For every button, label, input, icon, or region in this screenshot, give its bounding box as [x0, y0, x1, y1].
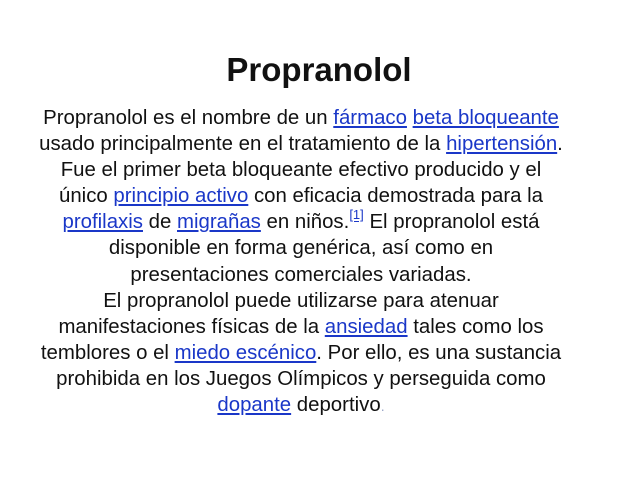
- link-hipertension[interactable]: hipertensión: [446, 133, 558, 156]
- text-segment: El propranolol puede utilizarse para atenuar manifestaciones físicas de la: [58, 289, 499, 338]
- text-segment: de: [142, 211, 177, 234]
- link-profilaxis[interactable]: profilaxis: [62, 211, 143, 234]
- slide-body: [38, 105, 564, 419]
- text-segment: El propranolol está disponible en forma genérica, así como en presentaciones comerciales variadas.: [108, 211, 540, 286]
- text-segment: . Por ello, es una sustancia prohibida en los Juegos Olímpicos y perseguida como: [56, 341, 562, 390]
- paragraph-anxiety: [38, 288, 564, 419]
- citation-ref-link[interactable]: [1]: [349, 206, 364, 222]
- link-beta-bloqueante[interactable]: beta bloqueante: [412, 107, 559, 129]
- text-segment: . Fue el primer beta bloqueante efectivo producido y el único: [59, 133, 563, 208]
- link-farmaco[interactable]: fármaco: [333, 107, 407, 129]
- text-segment: deportivo: [291, 394, 381, 417]
- trailing-period: .: [380, 398, 385, 415]
- text-segment: usado principalmente en el tratamiento de la: [39, 133, 447, 156]
- text-segment: Propranolol es el nombre de un: [43, 107, 334, 129]
- text-segment: en niños.: [260, 211, 350, 234]
- link-ansiedad[interactable]: ansiedad: [324, 315, 408, 338]
- link-principio-activo[interactable]: principio activo: [113, 185, 249, 208]
- link-miedo-escenico[interactable]: miedo escénico: [174, 341, 317, 364]
- text-segment: con eficacia demostrada para la: [248, 185, 543, 208]
- slide-title: Propranolol: [226, 51, 412, 88]
- link-migranas[interactable]: migrañas: [177, 211, 261, 234]
- text-segment: tales como los temblores o el: [40, 315, 544, 364]
- paragraph-intro: [38, 105, 564, 288]
- link-dopante[interactable]: dopante: [217, 394, 292, 417]
